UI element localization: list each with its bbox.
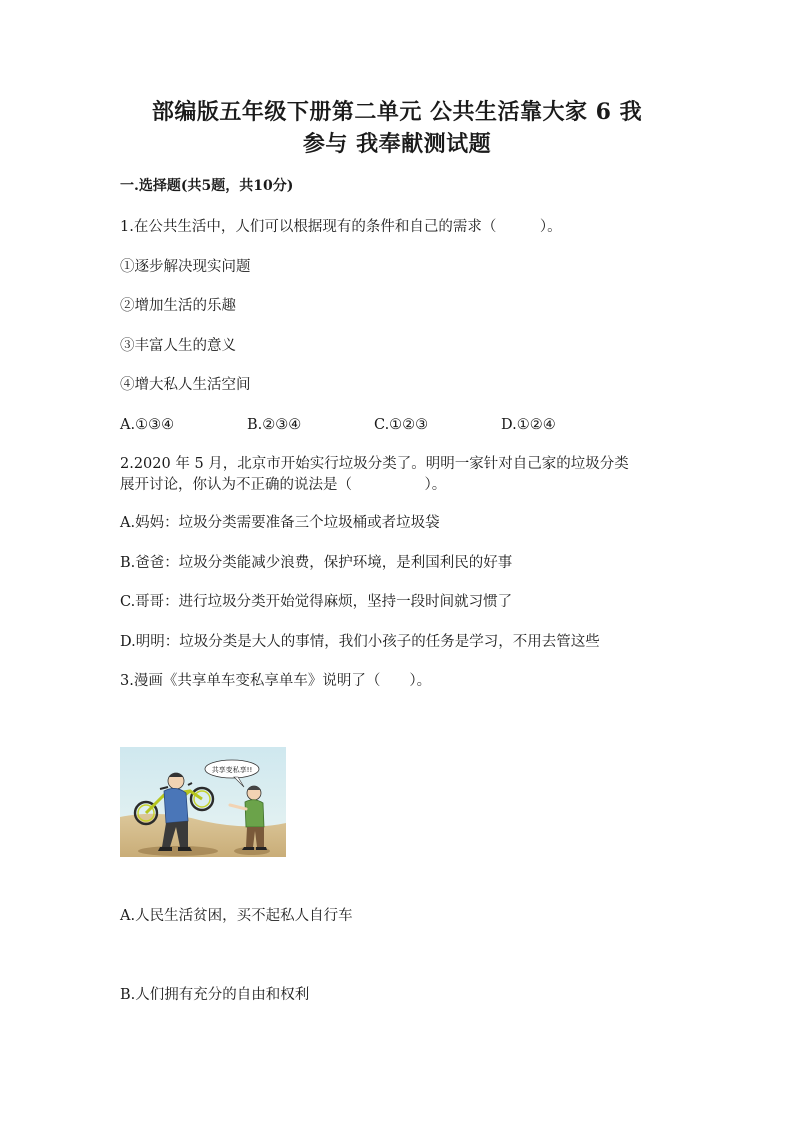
question-2-option-a[interactable]: A.妈妈：垃圾分类需要准备三个垃圾桶或者垃圾袋: [120, 515, 440, 531]
page-title-line-1: 部编版五年级下册第二单元 公共生活靠大家 6 我: [151, 99, 643, 125]
shared-bike-cartoon: [120, 747, 286, 857]
question-1-item-1: ①逐步解决现实问题: [120, 259, 251, 275]
question-1-option-d[interactable]: D.①②④: [501, 417, 556, 433]
question-2-option-c[interactable]: C.哥哥：进行垃圾分类开始觉得麻烦，坚持一段时间就习惯了: [120, 594, 513, 610]
question-1-option-a[interactable]: A.①③④: [120, 417, 175, 433]
question-2-option-d[interactable]: D.明明：垃圾分类是大人的事情，我们小孩子的任务是学习，不用去管这些: [120, 634, 600, 650]
question-2-option-b[interactable]: B.爸爸：垃圾分类能减少浪费，保护环境，是利国利民的好事: [120, 555, 513, 571]
question-1-item-2: ②增加生活的乐趣: [120, 298, 236, 314]
question-3-option-b[interactable]: B.人们拥有充分的自由和权利: [120, 987, 310, 1003]
question-1-option-b[interactable]: B.②③④: [247, 417, 302, 433]
question-1-options: [120, 414, 680, 436]
question-3-stem: 3.漫画《共享单车变私享单车》说明了（ ）。: [120, 673, 432, 689]
question-2-stem-line-1: 2.2020 年 5 月，北京市开始实行垃圾分类了。明明一家针对自己家的垃圾分类: [120, 456, 629, 472]
section-heading: 一.选择题(共5题，共10分): [120, 178, 294, 194]
question-1-item-4: ④增大私人生活空间: [120, 377, 251, 393]
speech-bubble-text: 共享变私享!!: [211, 766, 253, 774]
question-1-item-3: ③丰富人生的意义: [120, 338, 236, 354]
question-1-stem: 1.在公共生活中，人们可以根据现有的条件和自己的需求（ ）。: [120, 219, 562, 235]
question-2-stem-line-2: 展开讨论，你认为不正确的说法是（ ）。: [120, 477, 447, 493]
question-3-option-a[interactable]: A.人民生活贫困，买不起私人自行车: [120, 908, 353, 924]
question-1-option-c[interactable]: C.①②③: [374, 417, 429, 433]
page-title-line-2: 参与 我奉献测试题: [302, 131, 492, 157]
